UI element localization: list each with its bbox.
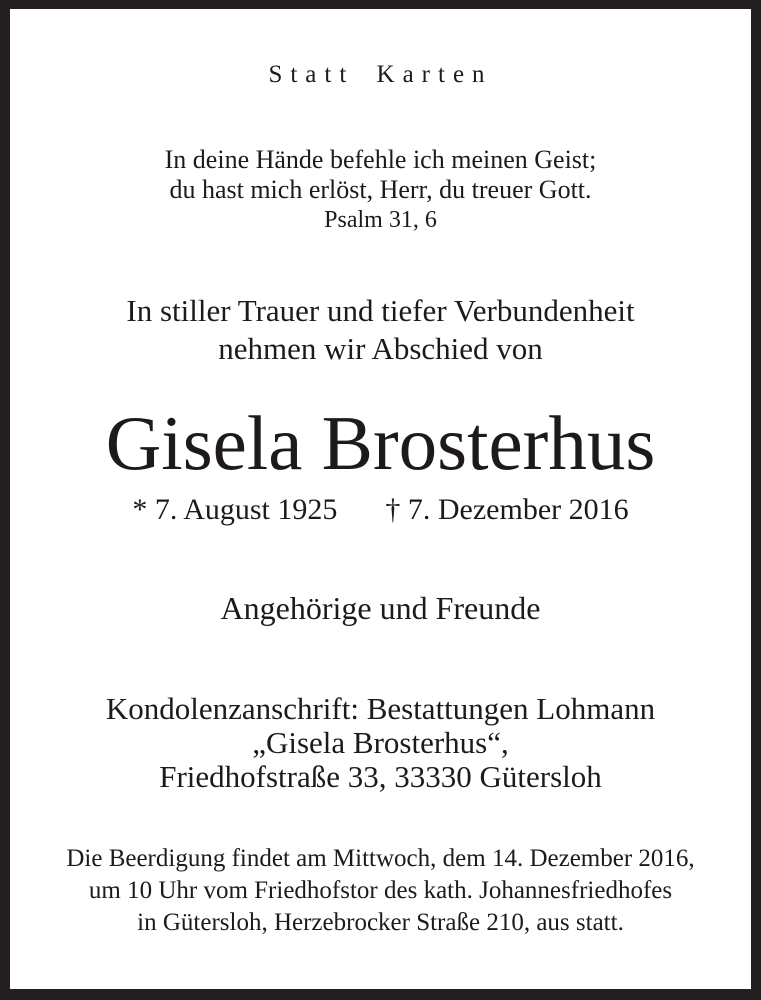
quote-line-2: du hast mich erlöst, Herr, du treuer Gott. bbox=[169, 175, 592, 204]
birth-date: * 7. August 1925 bbox=[132, 493, 338, 526]
quote-source: Psalm 31, 6 bbox=[324, 207, 437, 233]
intro-text bbox=[10, 292, 751, 368]
condolence-line-2: „Gisela Brosterhus“, bbox=[252, 725, 509, 760]
intro-line-2: nehmen wir Abschied von bbox=[218, 331, 543, 366]
scripture-quote bbox=[10, 145, 751, 205]
condolence-line-3: Friedhofstraße 33, 33330 Gütersloh bbox=[159, 759, 602, 794]
funeral-line-1: Die Beerdigung findet am Mittwoch, dem 14. Dezember 2016, bbox=[66, 845, 695, 872]
funeral-line-2: um 10 Uhr vom Friedhofstor des kath. Johannesfriedhofes bbox=[88, 877, 673, 904]
death-date: † 7. Dezember 2016 bbox=[385, 493, 629, 526]
condolence-address bbox=[10, 692, 751, 794]
funeral-line-3: in Gütersloh, Herzebrocker Straße 210, aus statt. bbox=[137, 909, 624, 936]
mourners-text: Angehörige und Freunde bbox=[220, 590, 541, 626]
life-dates bbox=[10, 492, 751, 528]
quote-line-1: In deine Hände befehle ich meinen Geist; bbox=[164, 145, 597, 174]
notice-header: Statt Karten bbox=[268, 61, 493, 88]
funeral-details bbox=[10, 843, 751, 939]
intro-line-1: In stiller Trauer und tiefer Verbundenheit bbox=[126, 293, 635, 328]
condolence-line-1: Kondolenzanschrift: Bestattungen Lohmann bbox=[105, 691, 656, 726]
deceased-name: Gisela Brosterhus bbox=[105, 400, 656, 486]
